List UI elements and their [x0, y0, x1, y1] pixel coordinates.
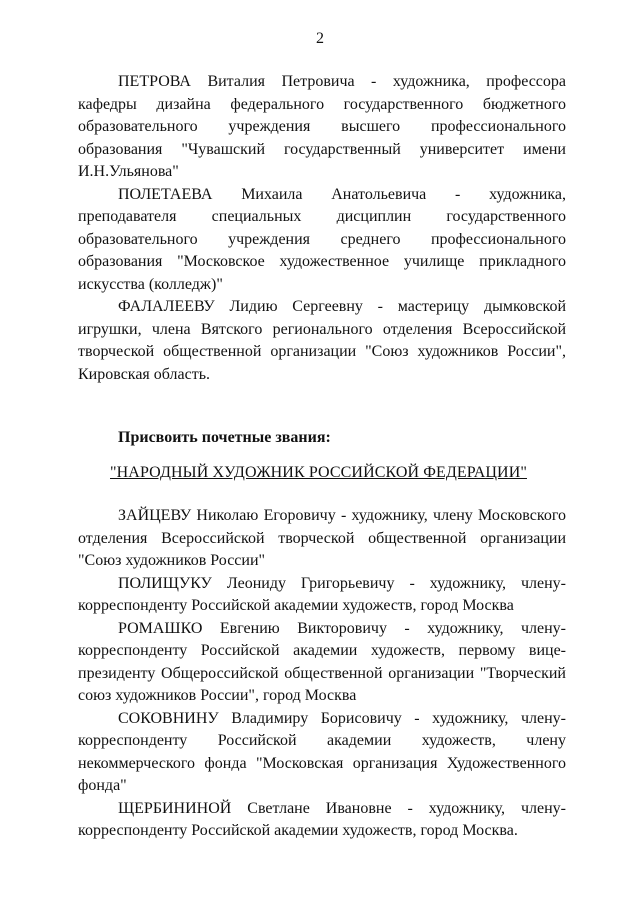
section-heading: Присвоить почетные звания: [118, 429, 331, 446]
paragraph-falaleeva: ФАЛАЛЕЕВУ Лидию Сергеевну - мастерицу дымковской игрушки, члена Вятского регионального отделения Всероссийской творческой общественной организации "Союз художников России", Кировская область. [78, 298, 566, 383]
document-body [78, 71, 566, 843]
paragraph-shcherbinina: ЩЕРБИНИНОЙ Светлане Ивановне - художнику, члену-корреспонденту Российской академии художеств, город Москва. [78, 799, 566, 839]
paragraph-zaitsev: ЗАЙЦЕВУ Николаю Егоровичу - художнику, члену Московского отделения Всероссийской творческой общественной организации "Союз художников России" [78, 507, 566, 569]
paragraph-poletaev: ПОЛЕТАЕВА Михаила Анатольевича - художника, преподавателя специальных дисциплин государственного образовательного учреждения среднего профессионального образования "Московское художественное училище прикладного искусства (колледж)" [78, 185, 566, 293]
paragraph-polishchuk: ПОЛИЩУКУ Леониду Григорьевичу - художнику, члену-корреспонденту Российской академии художеств, город Москва [78, 574, 566, 614]
paragraph-romashko: РОМАШКО Евгению Викторовичу - художнику, члену-корреспонденту Российской академии художеств, первому вице-президенту Общероссийской общественной организации "Творческий союз художников России", город Москва [78, 619, 566, 704]
page-number: 2 [316, 30, 324, 47]
paragraph-petrov: ПЕТРОВА Виталия Петровича - художника, профессора кафедры дизайна федерального государственного бюджетного образовательного учреждения высшего профессионального образования "Чувашский государственный университет имени И.Н.Ульянова" [78, 73, 566, 180]
paragraph-sokovnin: СОКОВНИНУ Владимиру Борисовичу - художнику, члену-корреспонденту Российской академии художеств, члену некоммерческого фонда "Московская организация Художественного фонда" [78, 709, 566, 794]
honorary-title: "НАРОДНЫЙ ХУДОЖНИК РОССИЙСКОЙ ФЕДЕРАЦИИ" [110, 463, 527, 481]
